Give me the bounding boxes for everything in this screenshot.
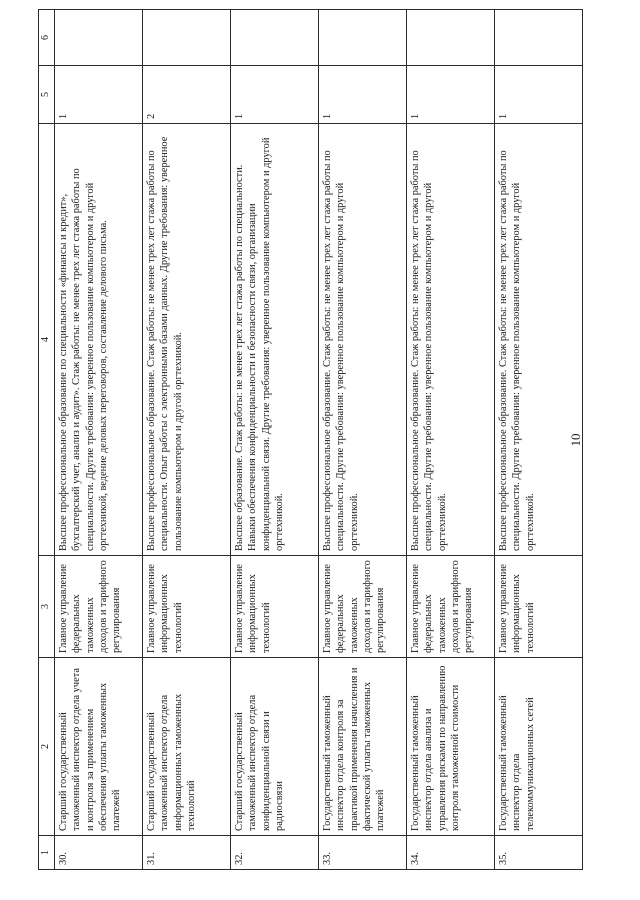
vacancy-count: 1 [55, 66, 143, 124]
empty-cell [55, 10, 143, 66]
qualification-requirements: Высшее профессиональное образование. Стаж работы: не менее трех лет стажа работы по специальности. Опыт работы с электронными базами данных. Другие требования: уверенное пользование компьютером и другой оргтехникой. [143, 124, 231, 556]
position-title: Старший государственный таможенный инспектор отдела конфиденциальной связи и радиосвязи [231, 658, 319, 836]
empty-cell [143, 10, 231, 66]
table-row [319, 10, 407, 870]
table-row [231, 10, 319, 870]
vacancy-table [38, 9, 583, 870]
qualification-requirements: Высшее профессиональное образование. Стаж работы: не менее трех лет стажа работы по специальности. Другие требования: уверенное пользование компьютером и другой оргтехникой. [407, 124, 495, 556]
vacancy-count: 2 [143, 66, 231, 124]
row-number: 35. [495, 836, 583, 870]
department-name: Главное управление федеральных таможенных доходов и тарифного регулирования [319, 556, 407, 658]
vacancy-count: 1 [495, 66, 583, 124]
vacancy-count: 1 [231, 66, 319, 124]
empty-cell [319, 10, 407, 66]
position-title: Государственный таможенный инспектор отдела контроля за практикой применения начисления и фактической уплаты таможенных платежей [319, 658, 407, 836]
column-number-5: 5 [39, 66, 55, 124]
qualification-requirements: Высшее профессиональное образование. Стаж работы: не менее трех лет стажа работы по специальности. Другие требования: уверенное пользование компьютером и другой оргтехникой. [495, 124, 583, 556]
column-number-3: 3 [39, 556, 55, 658]
vacancy-count: 1 [407, 66, 495, 124]
qualification-requirements: Высшее профессиональное образование. Стаж работы: не менее трех лет стажа работы по специальности. Другие требования: уверенное пользование компьютером и другой оргтехникой. [319, 124, 407, 556]
department-name: Главное управление информационных технологий [231, 556, 319, 658]
position-title: Государственный таможенный инспектор отдела телекоммуникационных сетей [495, 658, 583, 836]
empty-cell [231, 10, 319, 66]
row-number: 31. [143, 836, 231, 870]
table-row [407, 10, 495, 870]
row-number: 30. [55, 836, 143, 870]
department-name: Главное управление информационных технологий [143, 556, 231, 658]
empty-cell [407, 10, 495, 66]
qualification-requirements: Высшее образование. Стаж работы: не менее трех лет стажа работы по специальности. Навыки обеспечения конфиденциальности и безопасности связи, организации конфиденциальной связи. Другие требования: уверенное пользование компьютером и другой оргтехникой. [231, 124, 319, 556]
rotated-document-page [34, 10, 614, 870]
column-number-6: 6 [39, 10, 55, 66]
department-name: Главное управление информационных технологий [495, 556, 583, 658]
row-number: 33. [319, 836, 407, 870]
position-title: Старший государственный таможенный инспектор отдела информационных таможенных технологий [143, 658, 231, 836]
table-row [143, 10, 231, 870]
row-number: 34. [407, 836, 495, 870]
column-number-4: 4 [39, 124, 55, 556]
department-name: Главное управление федеральных таможенных доходов и тарифного регулирования [407, 556, 495, 658]
table-header [39, 10, 55, 870]
table-body [55, 10, 583, 870]
table-row [55, 10, 143, 870]
column-number-2: 2 [39, 658, 55, 836]
department-name: Главное управление федеральных таможенных доходов и тарифного регулирования [55, 556, 143, 658]
column-number-1: 1 [39, 836, 55, 870]
page-number: 10 [568, 433, 583, 447]
position-title: Государственный таможенный инспектор отдела анализа и управления рисками по направлению контроля таможенной стоимости [407, 658, 495, 836]
qualification-requirements: Высшее профессиональное образование по специальности «финансы и кредит», бухгалтерский учет, анализ и аудит». Стаж работы: не менее трех лет стажа работы по специальности. Другие требования: уверенное пользование компьютером и другой оргтехникой, ведение деловых переговоров, составление делового письма. [55, 124, 143, 556]
position-title: Старший государственный таможенный инспектор отдела учета и контроля за применением обеспечения уплаты таможенных платежей [55, 658, 143, 836]
column-number-row [39, 10, 55, 870]
row-number: 32. [231, 836, 319, 870]
vacancy-count: 1 [319, 66, 407, 124]
